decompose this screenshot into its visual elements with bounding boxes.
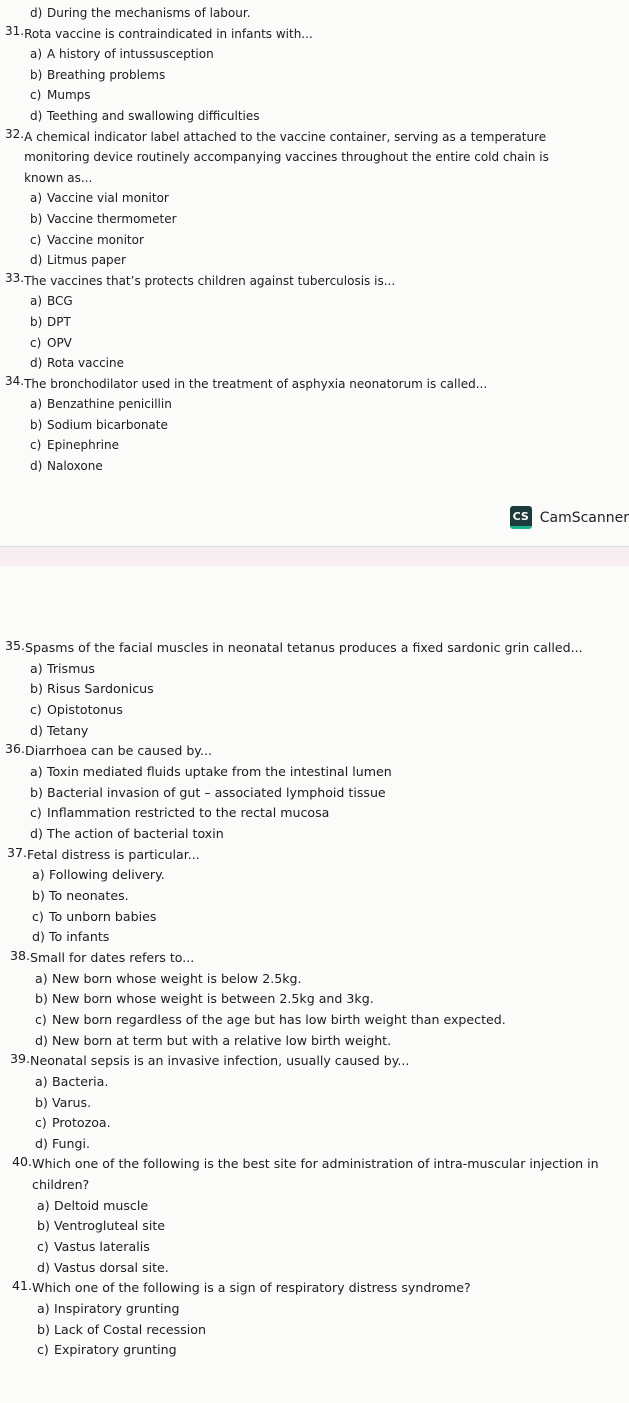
option-text: Inspiratory grunting (54, 1301, 180, 1317)
option-text: New born regardless of the age but has low birth weight than expected. (52, 1011, 506, 1027)
option-text: Breathing problems (47, 67, 166, 82)
question-text: Neonatal sepsis is an invasive infection, usually caused by... (30, 1053, 410, 1069)
option-label: b) (30, 681, 43, 697)
scanned-page-2 (0, 566, 629, 1403)
option-item (5, 188, 590, 209)
option-label: b) (30, 314, 43, 329)
question-block (5, 374, 590, 477)
option-item (5, 679, 605, 700)
option-label: a) (35, 1073, 48, 1089)
option-item (5, 250, 590, 271)
question-number: 31. (5, 23, 25, 38)
option-text: Naloxone (47, 459, 103, 474)
option-text: OPV (47, 335, 72, 350)
option-text: New born whose weight is between 2.5kg and 3kg. (52, 991, 374, 1007)
option-text: The action of bacterial toxin (47, 825, 224, 841)
option-label: c) (37, 1239, 49, 1255)
option-text: Toxin mediated fluids uptake from the intestinal lumen (47, 763, 392, 779)
question-stem (5, 127, 590, 189)
option-item (5, 762, 605, 783)
option-item (12, 1216, 605, 1237)
option-text: Inflammation restricted to the rectal mucosa (47, 805, 330, 821)
option-text: Litmus paper (47, 253, 126, 268)
scanned-page-1 (0, 0, 629, 546)
option-label: c) (35, 1115, 47, 1131)
question-block (5, 638, 605, 741)
question-text: A chemical indicator label attached to the vaccine container, serving as a temperature monitoring device routinely accompanying vaccines throughout the entire cold chain is known as... (24, 129, 549, 185)
option-item (12, 1299, 605, 1320)
option-label: a) (30, 763, 43, 779)
option-label: c) (35, 1011, 47, 1027)
option-label: b) (30, 67, 43, 82)
option-label: d) (30, 108, 43, 123)
option-item (5, 721, 605, 742)
question-text: Fetal distress is particular... (27, 846, 200, 862)
option-label: d) (30, 356, 43, 371)
option-item (5, 659, 605, 680)
option-text: Rota vaccine (47, 356, 124, 371)
question-number: 36. (5, 741, 26, 757)
option-item (12, 1258, 605, 1279)
option-text: Epinephrine (47, 438, 119, 453)
option-item (5, 65, 590, 86)
option-item (5, 85, 590, 106)
option-item (5, 230, 590, 251)
option-item (10, 1093, 605, 1114)
question-block (5, 127, 590, 271)
option-label: a) (32, 867, 45, 883)
option-label: a) (30, 191, 43, 206)
question-text: Diarrhoea can be caused by... (25, 743, 212, 759)
option-item (5, 333, 590, 354)
option-text: Varus. (52, 1094, 92, 1110)
question-text: The bronchodilator used in the treatment of asphyxia neonatorum is called... (24, 376, 488, 391)
option-item (5, 456, 590, 477)
question-block (12, 1278, 605, 1361)
question-stem (12, 1154, 605, 1195)
question-number: 39. (10, 1051, 31, 1067)
option-item (5, 106, 590, 127)
option-text: To neonates. (49, 887, 129, 903)
option-text: Lack of Costal recession (54, 1321, 206, 1337)
option-item (10, 1031, 605, 1052)
option-label: b) (30, 211, 43, 226)
option-label: d) (37, 1259, 50, 1275)
question-number: 32. (5, 126, 25, 141)
option-text: Expiratory grunting (54, 1342, 177, 1358)
question-block (10, 1051, 605, 1154)
question-number: 33. (5, 270, 25, 285)
option-text: Vaccine vial monitor (47, 191, 169, 206)
option-text: Tetany (47, 722, 89, 738)
option-label: b) (37, 1218, 50, 1234)
option-text: Vastus dorsal site. (54, 1259, 169, 1275)
option-item (10, 1010, 605, 1031)
option-text: Bacterial invasion of gut – associated lymphoid tissue (47, 784, 386, 800)
option-label: a) (30, 294, 43, 309)
option-label: b) (37, 1321, 50, 1337)
question-text: Spasms of the facial muscles in neonatal tetanus produces a fixed sardonic grin called... (25, 640, 583, 655)
question-text: The vaccines that’s protects children against tuberculosis is... (24, 273, 396, 288)
option-label: a) (37, 1301, 50, 1317)
camscanner-watermark (510, 506, 629, 529)
option-label: c) (30, 335, 42, 350)
option-label: b) (35, 1094, 48, 1110)
option-label: b) (30, 417, 43, 432)
option-text: Benzathine penicillin (47, 397, 172, 412)
question-text: Rota vaccine is contraindicated in infants with... (24, 26, 313, 41)
option-item (5, 209, 590, 230)
option-item (12, 1320, 605, 1341)
option-label: a) (30, 47, 43, 62)
option-label: b) (32, 887, 45, 903)
question-stem (5, 638, 605, 659)
option-label: d) (30, 6, 43, 20)
option-item (5, 700, 605, 721)
option-text: New born whose weight is below 2.5kg. (52, 970, 302, 986)
question-block (5, 271, 590, 374)
option-text: During the mechanisms of labour. (47, 6, 251, 20)
option-label: c) (30, 805, 42, 821)
camscanner-logo-icon: CS (510, 506, 532, 529)
option-text: Teething and swallowing difficulties (47, 108, 260, 123)
option-label: c) (30, 232, 42, 247)
question-number: 37. (7, 844, 28, 860)
option-item (7, 886, 605, 907)
option-label: c) (37, 1342, 49, 1358)
option-label: c) (30, 701, 42, 717)
question-block (10, 948, 605, 1051)
option-text: Protozoa. (52, 1115, 111, 1131)
question-number: 35. (5, 638, 26, 653)
option-item (7, 927, 605, 948)
option-item (10, 1134, 605, 1155)
option-label: d) (30, 459, 43, 474)
option-text: Risus Sardonicus (47, 681, 154, 697)
option-item (10, 1113, 605, 1134)
option-label: b) (30, 784, 43, 800)
option-text: Bacteria. (52, 1073, 109, 1089)
option-label: c) (30, 438, 42, 453)
option-text: To unborn babies (49, 908, 157, 924)
option-text: Opistotonus (47, 701, 123, 717)
question-text: Small for dates refers to... (30, 949, 195, 965)
option-label: c) (30, 88, 42, 103)
question-stem (10, 948, 605, 969)
option-item (7, 907, 605, 928)
question-stem (5, 741, 605, 762)
option-text: Deltoid muscle (54, 1197, 149, 1213)
question-stem (10, 1051, 605, 1072)
option-text: Sodium bicarbonate (47, 417, 168, 432)
question-number: 38. (10, 947, 31, 963)
question-number: 34. (5, 373, 25, 388)
option-text: Following delivery. (49, 867, 165, 883)
option-label: a) (35, 970, 48, 986)
option-item (5, 435, 590, 456)
option-item (5, 353, 590, 374)
option-text: BCG (47, 294, 73, 309)
option-item (7, 865, 605, 886)
option-label: d) (32, 929, 45, 945)
option-text: To infants (49, 929, 110, 945)
camscanner-text: CamScanner (539, 509, 629, 526)
option-label: d) (30, 253, 43, 268)
question-block (5, 24, 590, 127)
option-text: Ventrogluteal site (54, 1218, 166, 1234)
option-text: New born at term but with a relative low birth weight. (52, 1032, 392, 1048)
option-label: c) (32, 908, 44, 924)
option-item (5, 803, 605, 824)
question-stem (12, 1278, 605, 1299)
option-label: b) (35, 991, 48, 1007)
option-label: a) (30, 660, 43, 676)
option-text: Vaccine monitor (47, 232, 144, 247)
option-item (5, 783, 605, 804)
question-block (5, 741, 605, 844)
option-text: Vaccine thermometer (47, 211, 177, 226)
option-text: Mumps (47, 88, 91, 103)
question-number: 40. (12, 1154, 33, 1170)
question-block (12, 1154, 605, 1278)
option-item (10, 1072, 605, 1093)
option-item (5, 824, 605, 845)
option-label: a) (30, 397, 43, 412)
option-label: d) (35, 1135, 48, 1151)
option-item (12, 1237, 605, 1258)
option-item (10, 969, 605, 990)
option-label: d) (30, 722, 43, 738)
option-item (12, 1196, 605, 1217)
option-text: A history of intussusception (47, 47, 214, 62)
option-text: Fungi. (52, 1135, 91, 1151)
option-label: a) (37, 1197, 50, 1213)
question-text: Which one of the following is the best site for administration of intra-muscular injection in children? (32, 1156, 599, 1193)
option-item (5, 44, 590, 65)
option-item (5, 415, 590, 436)
question-text: Which one of the following is a sign of respiratory distress syndrome? (32, 1280, 471, 1296)
option-text: Vastus lateralis (54, 1239, 150, 1255)
option-text: DPT (47, 314, 71, 329)
option-label: d) (30, 825, 43, 841)
question-stem (5, 271, 590, 292)
question-block (7, 845, 605, 948)
option-label: d) (35, 1032, 48, 1048)
question-stem (5, 24, 590, 45)
option-item (5, 3, 590, 24)
option-item (12, 1340, 605, 1361)
question-number: 41. (12, 1278, 33, 1294)
question-stem (7, 845, 605, 866)
option-item (5, 394, 590, 415)
option-item (5, 312, 590, 333)
question-stem (5, 374, 590, 395)
option-item (10, 989, 605, 1010)
option-text: Trismus (47, 660, 95, 676)
option-item (5, 291, 590, 312)
page-separator (0, 546, 629, 567)
